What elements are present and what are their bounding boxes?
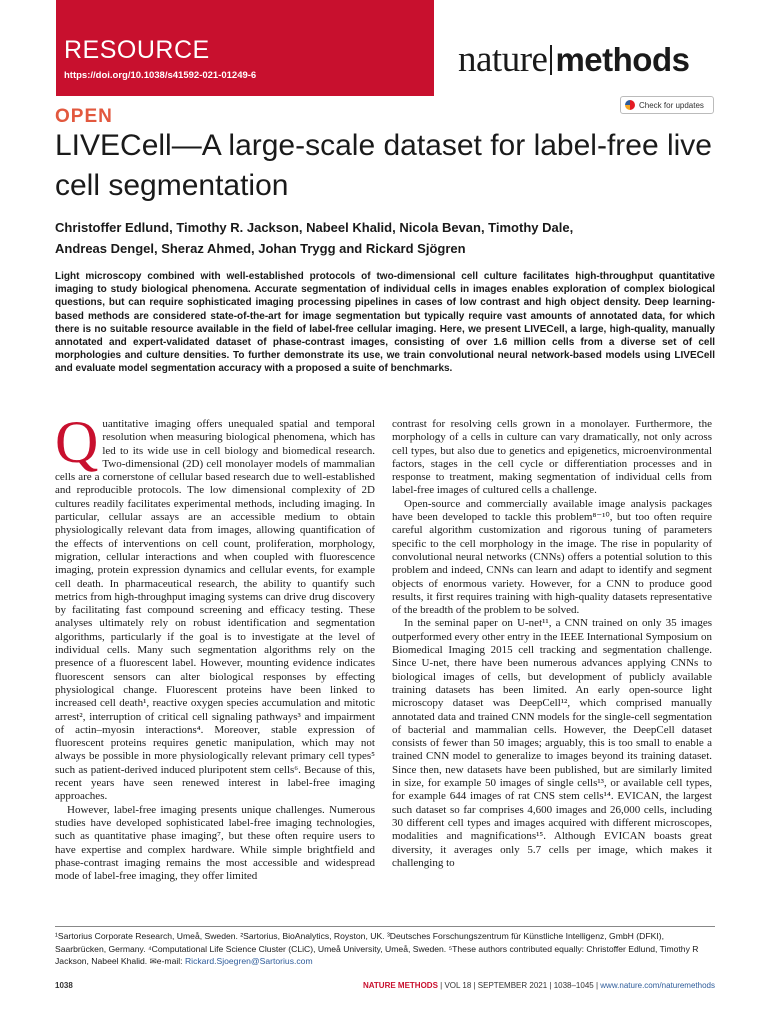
section-label: RESOURCE [64, 36, 210, 64]
journal-logo [458, 38, 689, 81]
authors-line-1: Christoffer Edlund, Timothy R. Jackson, Nabeel Khalid, Nicola Bevan, Timothy Dale, [55, 220, 574, 235]
check-updates-button[interactable] [620, 96, 714, 114]
paragraph [55, 409, 375, 804]
doi-link[interactable]: https://doi.org/10.1038/s41592-021-01249-6 [64, 70, 257, 81]
author-list [55, 217, 715, 259]
paragraph-text: uantitative imaging offers unequaled spatial and temporal resolution when measuring biological phenomena, which has led to its wide use in cell biology and biomedical research. Two-dimensional (2D) cell monolayer models of mammalian cells are a cornerstone of cellular based research due to well-established and reproducible protocols. The low dimensional complexity of 2D cultures readily facilitates experimental methods, including imaging. In particular, cellular assays are an accessible medium to obtain physiologically relevant data from images, allowing quantification of the effects of interventions on cell count, proliferation, morphology, migration, cellular interactions and when coupled with fluorescence imaging, protein expression dynamics and cellular events, for example cell death. In pharmaceutical research, the ability to quantify such metrics from high-throughput imaging systems can drive drug discovery by facilitating fast compound screening and efficacy testing. These analyses ultimately rely on robust identification and segmentation algorithms, particularly if the goal is to investigate at the level of individual cells. Many such segmentation algorithms rely on the presence of a fluorescent label. However, mounting evidence indicates fluorescent sensors can alter biological responses by effecting physiological change. Fluorescent proteins have been linked to increased cell death¹, reactive oxygen species accumulation and mitotic arrest², interruption of critical cell signaling pathways³ and impairment of actin–myosin interactions⁴. Moreover, stable expression of fluorescent proteins requires genetic manipulation, which may not always be possible in more physiologically relevant primary cell types⁵ such as patient-derived induced pluripotent stem cells⁶. Because of this, recent years have seen renewed interest in label-free imaging approaches. [55, 418, 375, 803]
journal-logo-second: methods [555, 41, 690, 78]
dropcap: Q [55, 409, 99, 475]
footer-details: | VOL 18 | SEPTEMBER 2021 | 1038–1045 | [437, 981, 601, 990]
logo-divider [550, 45, 552, 75]
page-number: 1038 [55, 981, 73, 990]
paragraph: In the seminal paper on U-net¹¹, a CNN trained on only 35 images outperformed every other entry in the IEEE International Symposium on Biomedical Imaging 2015 cell tracking and segmentation challenge. Since U-net, there have been numerous advances applying CNNs to biological images of cells, but development of publicly available training datasets has been limited. An early open-source light microscopy dataset was DeepCell¹², which comprised manually annotated data and trained CNN models for the single-cell segmentation of bacterial and mammalian cells. However, the DeepCell dataset consists of fewer than 50 images; arguably, this is too small to enable a trained CNN model to generalize to images beyond its training dataset. Since then, new datasets have been published, but are similarly limited in size, for example 50 images of single cells¹³, or available cell types, for example 644 images of rat CNS stem cells¹⁴. EVICAN, the largest such dataset so far comprises 4,600 images and 26,000 cells, including 30 different cell types and images acquired with different microscopes, modalities and magnifications¹⁵. Although EVICAN boasts great diversity, it averages only 5.7 cells per image, which makes it challenging to [392, 617, 712, 869]
authors-line-2: Andreas Dengel, Sheraz Ahmed, Johan Trygg and Rickard Sjögren [55, 241, 466, 256]
paragraph: However, label-free imaging presents unique challenges. Numerous studies have developed sophisticated label-free imaging technologies, such as quantitative phase imaging⁷, but these often require users to have expertise and complex hardware. While simple brightfield and phase-contrast imaging remains the most accessible and widespread mode of label-free imaging, they offer limited [55, 803, 375, 883]
affiliations [55, 930, 715, 968]
footer-journal: NATURE METHODS [362, 981, 438, 990]
abstract: Light microscopy combined with well-established protocols of two-dimensional cell culture facilitates high-throughput quantitative imaging to study biological phenomena. Accurate segmentation of individual cells in images enables exploration of complex biological questions, but can require sophisticated imaging processing pipelines in cases of low contrast and high object density. Deep learning-based methods are considered state-of-the-art for image segmentation but typically require vast amounts of annotated data, for which there is no suitable resource available in the field of label-free cellular imaging. Here, we present LIVECell, a large, high-quality, manually annotated and expert-validated dataset of phase-contrast images, consisting of over 1.6 million cells from a diverse set of cell morphologies and culture densities. To further demonstrate its use, we train convolutional neural network-based models using LIVECell and evaluate model segmentation accuracy with a proposed a suite of benchmarks. [55, 271, 715, 375]
affiliations-text: ¹Sartorius Corporate Research, Umeå, Sweden. ²Sartorius, BioAnalytics, Royston, UK. ³Deutsches Forschungszentrum für Künstliche Intelligenz, GmbH (DFKI), Saarbrücken, Germany. ⁴Computational Life Science Cluster (CLiC), Umeå University, Umeå, Sweden. ⁵These authors contributed equally: Christoffer Edlund, Timothy R Jackson, Nabeel Khalid. ✉e-mail: [55, 931, 699, 966]
journal-logo-first: nature [458, 39, 548, 80]
paragraph: contrast for resolving cells grown in a monolayer. Furthermore, the morphology of a cells in culture can vary dramatically, not only across cell types, but also due to genetics and epigenetics, microenvironmental factors, stages in the cell cycle or differentiation processes and in response to treatment, making segmentation of individual cells from label-free images of cultured cells a challenge. [392, 418, 712, 497]
footnote-divider [55, 926, 715, 927]
body-column-right [392, 418, 712, 870]
crossmark-icon [625, 100, 635, 110]
body-column-left [55, 409, 375, 883]
open-access-label: OPEN [55, 106, 113, 127]
header-banner [0, 0, 768, 103]
check-updates-label: Check for updates [639, 100, 704, 110]
article-title: LIVECell—A large-scale dataset for label-free live cell segmentation [55, 129, 712, 202]
paragraph: Open-source and commercially available image analysis packages have been developed to tackle this problem⁸⁻¹⁰, but too often require careful algorithm customization and rigorous tuning of parameters specific to the cell morphology in the image. The rise in popularity of convolutional neural networks (CNNs) offers a potential solution to this problem and indeed, CNNs can learn and adapt to identify and segment objects of enormous variety. However, for a CNN to produce good results, it first requires training with high-quality datasets representative of the breadth of the problem to be solved. [392, 497, 712, 617]
journal-url-link[interactable]: www.nature.com/naturemethods [600, 981, 715, 990]
footer-citation [363, 981, 715, 990]
email-link[interactable]: Rickard.Sjoegren@Sartorius.com [184, 956, 313, 966]
